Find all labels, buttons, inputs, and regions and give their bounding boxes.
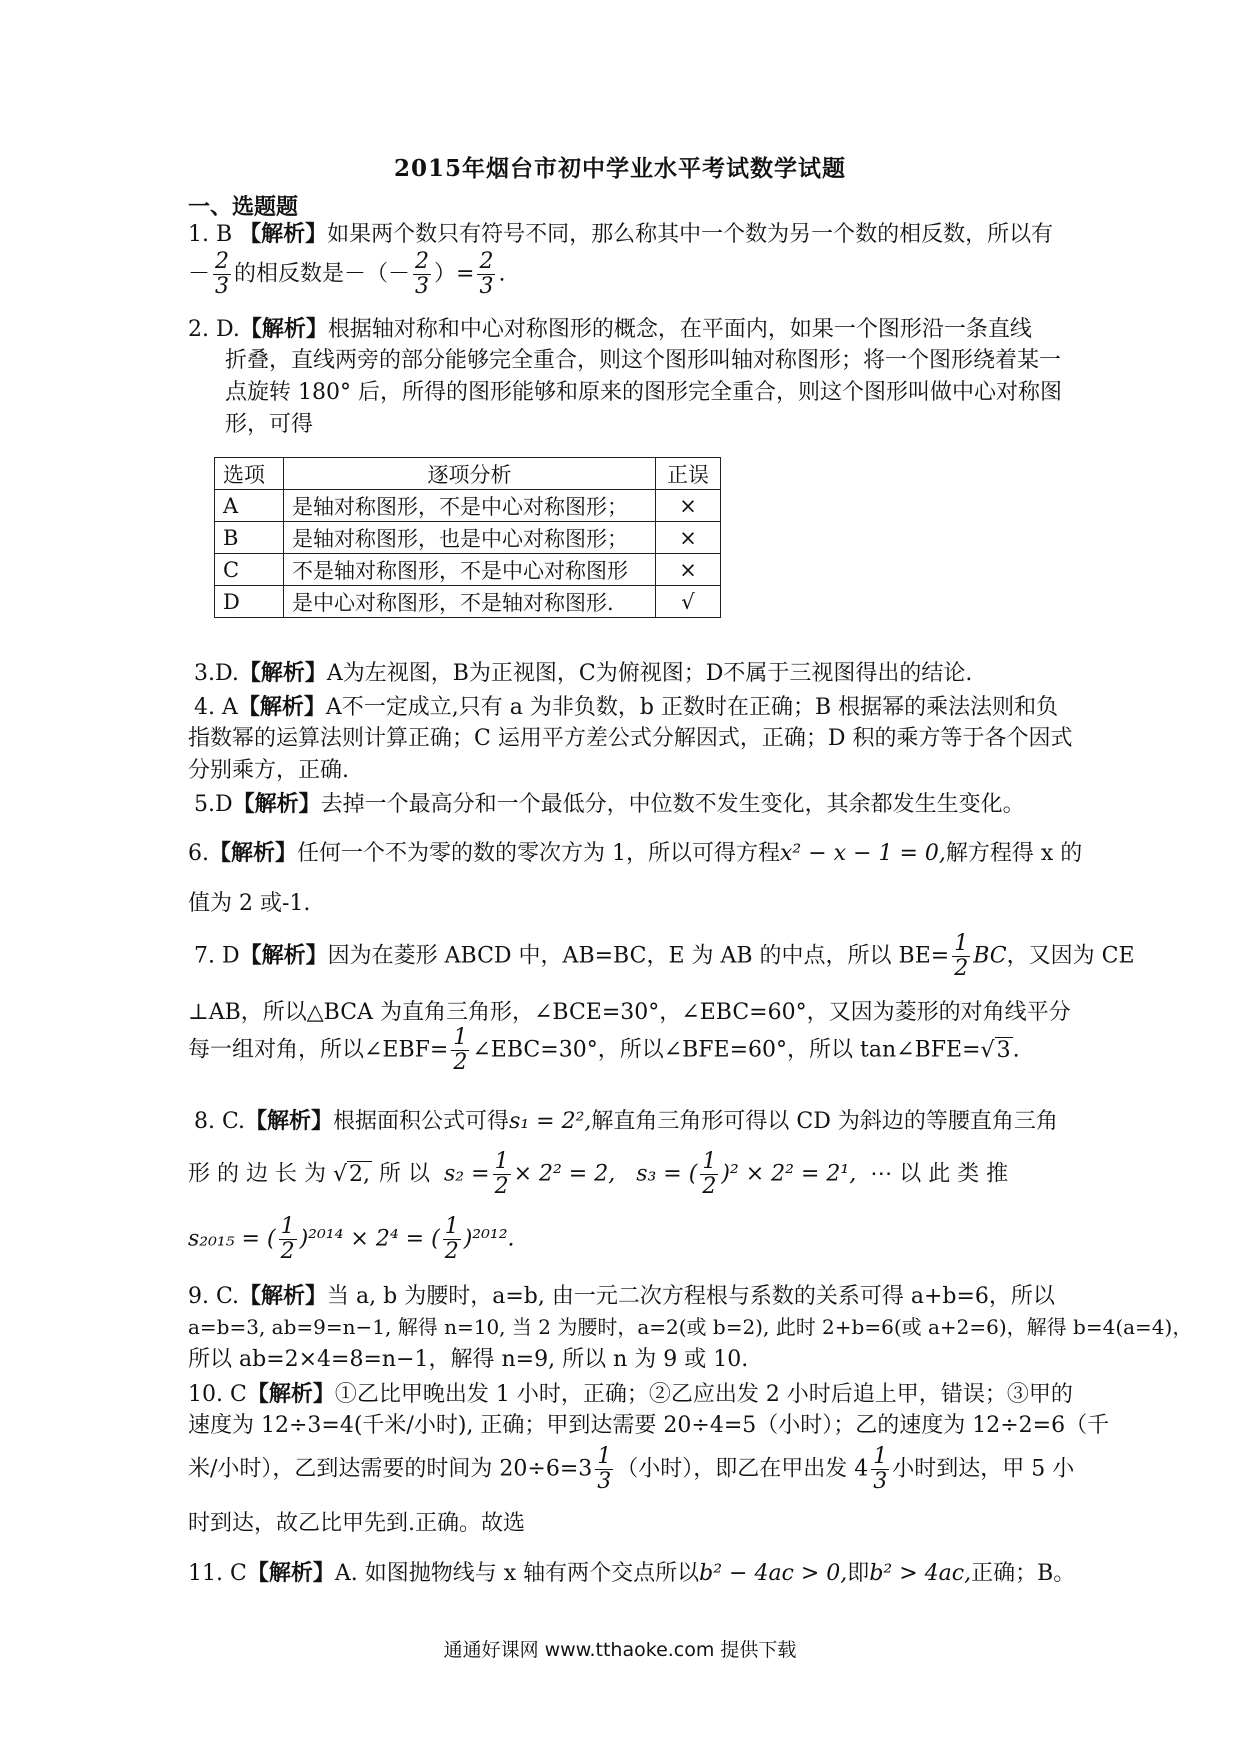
answer-1-text: 如果两个数只有符号不同，那么称其中一个数为另一个数的相反数，所以有 bbox=[327, 222, 1054, 247]
answer-4-line-1 bbox=[194, 696, 1058, 719]
fraction-one-third: $\frac{1}{3}$ bbox=[873, 1444, 888, 1495]
answer-2-line-3: 点旋转 180° 后，所得的图形能够和原来的图形完全重合，则这个图形叫做中心对称图 bbox=[225, 380, 1062, 405]
table-row bbox=[215, 554, 721, 586]
analysis-tag: 【解析】 bbox=[239, 316, 328, 342]
answer-6-number: 6. bbox=[188, 841, 209, 866]
answer-4-number: 4. A bbox=[194, 695, 238, 720]
table-cell: 不是轴对称图形，不是中心对称图形 bbox=[284, 554, 656, 586]
fraction-one-half: $\frac{1}{2}$ bbox=[280, 1214, 295, 1265]
answer-2-line-2: 折叠，直线两旁的部分能够完全重合，则这个图形叫轴对称图形；将一个图形绕着某一 bbox=[225, 348, 1062, 373]
table-header-row bbox=[215, 458, 721, 490]
table-row bbox=[215, 522, 721, 554]
answer-4-line-2: 指数幂的运算法则计算正确；C 运用平方差公式分解因式，正确；D 积的乘方等于各个因式 bbox=[188, 726, 1073, 751]
options-analysis-table bbox=[214, 457, 721, 618]
answer-8-line-3: s₂₀₁₅ = ( $\frac{1}{2}$ )²⁰¹⁴ × 2⁴ = ( $\frac{1}{2}$ )²⁰¹². bbox=[188, 1214, 515, 1265]
analysis-tag: 【解析】 bbox=[232, 791, 321, 817]
table-header: 正误 bbox=[656, 458, 721, 490]
table-cell: D bbox=[215, 586, 284, 618]
answer-10-line-3: 米/小时），乙到达需要的时间为 20÷6=3 $\frac{1}{3}$ （小时），即乙在甲出发 4 $\frac{1}{3}$ 小时到达，甲 5 小 bbox=[188, 1444, 1075, 1495]
analysis-tag: 【解析】 bbox=[239, 1283, 328, 1309]
minus-sign: － bbox=[188, 261, 211, 287]
equation: b² − 4ac > 0, bbox=[699, 1561, 848, 1586]
analysis-tag: 【解析】 bbox=[246, 1560, 335, 1586]
table-row bbox=[215, 586, 721, 618]
answer-1-equals: ）= bbox=[434, 261, 475, 287]
equation: s₁ = 2², bbox=[509, 1109, 592, 1134]
fraction-two-thirds: $\frac{2}{3}$ bbox=[479, 249, 494, 300]
answer-10-line-4: 时到达，故乙比甲先到.正确。故选 bbox=[188, 1511, 525, 1536]
answer-1-number: 1. B bbox=[188, 222, 233, 247]
answer-1-mid-text: 的相反数是－（－ bbox=[234, 261, 411, 287]
analysis-tag: 【解析】 bbox=[209, 840, 298, 866]
answer-11-number: 11. C bbox=[188, 1561, 247, 1586]
table-cell: B bbox=[215, 522, 284, 554]
equation: x² − x − 1 = 0, bbox=[780, 841, 946, 866]
analysis-tag: 【解析】 bbox=[238, 660, 327, 686]
answer-8-line-1: 8. C.【解析】根据面积公式可得s₁ = 2²,解直角三角形可得以 CD 为斜边的等腰直角三角 bbox=[194, 1108, 1058, 1134]
section-heading: 一、选题题 bbox=[188, 194, 299, 220]
answer-9-line-3: 所以 ab=2×4=8=n−1，解得 n=9, 所以 n 为 9 或 10. bbox=[188, 1347, 749, 1372]
square-root-2: √2, bbox=[332, 1161, 371, 1187]
answer-8-line-2: 形 的 边 长 为 √2, 所 以 s₂ = $\frac{1}{2}$ × 2² = 2, s₃ = ( $\frac{1}{2}$ )² × 2² = 2¹, ⋯ 以 此 类 推 bbox=[188, 1149, 1009, 1200]
square-root-3: √3 bbox=[980, 1037, 1011, 1063]
answer-2-number: 2. D. bbox=[188, 317, 240, 342]
table-cell: × bbox=[656, 522, 721, 554]
table-cell: × bbox=[656, 490, 721, 522]
fraction-one-half: $\frac{1}{2}$ bbox=[444, 1214, 459, 1265]
answer-3-line bbox=[194, 662, 972, 685]
fraction-one-half: $\frac{1}{2}$ bbox=[954, 931, 969, 982]
table-row bbox=[215, 490, 721, 522]
answer-4-text: A不一定成立,只有 a 为非负数，b 正数时在正确；B 根据幂的乘法法则和负 bbox=[325, 695, 1059, 720]
answer-9-line-2: a=b=3, ab=9=n−1, 解得 n=10, 当 2 为腰时，a=2(或 b=2), 此时 2+b=6(或 a+2=6)，解得 b=4(a=4)， bbox=[188, 1315, 1193, 1339]
answer-1-line-2: － $\frac{2}{3}$ 的相反数是－（－ $\frac{2}{3}$ ）= $\frac{2}{3}$ . bbox=[188, 249, 506, 300]
answer-1-line-1 bbox=[188, 223, 1053, 246]
fraction-one-half: $\frac{1}{2}$ bbox=[453, 1025, 468, 1076]
answer-6-line-2: 值为 2 或-1. bbox=[188, 891, 311, 916]
analysis-tag: 【解析】 bbox=[239, 221, 328, 247]
answer-5-text: 去掉一个最高分和一个最低分，中位数不发生变化，其余都发生生变化。 bbox=[320, 792, 1025, 817]
equation: b² > 4ac, bbox=[869, 1561, 972, 1586]
analysis-tag: 【解析】 bbox=[237, 694, 326, 720]
answer-5-number: 5.D bbox=[194, 792, 233, 817]
answer-7-number: 7. D bbox=[194, 943, 240, 969]
table-cell: A bbox=[215, 490, 284, 522]
answer-7-line-3: 每一组对角，所以∠EBF= $\frac{1}{2}$ ∠EBC=30°，所以∠BFE=60°，所以 tan∠BFE=√3. bbox=[188, 1025, 1020, 1076]
answer-3-text: A为左视图，B为正视图，C为俯视图；D不属于三视图得出的结论. bbox=[326, 661, 973, 686]
table-cell: √ bbox=[656, 586, 721, 618]
answer-7-line-2: ⊥AB，所以△BCA 为直角三角形，∠BCE=30°，∠EBC=60°，又因为菱形的对角线平分 bbox=[188, 1000, 1071, 1025]
answer-6-text: 任何一个不为零的数的零次方为 1，所以可得方程 bbox=[297, 841, 781, 866]
answer-10-line-2: 速度为 12÷3=4(千米/小时), 正确；甲到达需要 20÷4=5（小时）；乙的速度为 12÷2=6（千 bbox=[188, 1413, 1110, 1438]
page-title: 2015年烟台市初中学业水平考试数学试题 bbox=[393, 155, 846, 182]
answer-10-line-1: 10. C【解析】①乙比甲晚出发 1 小时，正确；②乙应出发 2 小时后追上甲，错误；③甲的 bbox=[188, 1381, 1073, 1407]
fraction-two-thirds: $\frac{2}{3}$ bbox=[215, 249, 230, 300]
answer-6-line-1: 6.【解析】任何一个不为零的数的零次方为 1，所以可得方程x² − x − 1 = 0,解方程得 x 的 bbox=[188, 840, 1083, 866]
answer-5-line bbox=[194, 793, 1025, 816]
answer-10-number: 10. C bbox=[188, 1382, 247, 1407]
answer-7-text: 因为在菱形 ABCD 中，AB=BC，E 为 AB 的中点，所以 BE= bbox=[327, 943, 950, 969]
fraction-one-half: $\frac{1}{2}$ bbox=[494, 1149, 509, 1200]
analysis-tag: 【解析】 bbox=[245, 1108, 334, 1134]
answer-9-line-1: 9. C.【解析】当 a, b 为腰时，a=b, 由一元二次方程根与系数的关系可得 a+b=6，所以 bbox=[188, 1283, 1055, 1309]
table-cell: 是中心对称图形，不是轴对称图形. bbox=[284, 586, 656, 618]
answer-9-number: 9. C. bbox=[188, 1284, 240, 1309]
answer-2-line-1 bbox=[188, 318, 1032, 341]
table-cell: C bbox=[215, 554, 284, 586]
fraction-two-thirds: $\frac{2}{3}$ bbox=[415, 249, 430, 300]
table-cell: 是轴对称图形，也是中心对称图形； bbox=[284, 522, 656, 554]
answer-2-line-4: 形，可得 bbox=[225, 412, 314, 437]
table-header: 逐项分析 bbox=[284, 458, 656, 490]
answer-7-line-1: 7. D【解析】因为在菱形 ABCD 中，AB=BC，E 为 AB 的中点，所以 BE= $\frac{1}{2}$ BC，又因为 CE bbox=[194, 931, 1135, 982]
analysis-tag: 【解析】 bbox=[239, 942, 328, 969]
fraction-one-half: $\frac{1}{2}$ bbox=[702, 1149, 717, 1200]
table-header: 选项 bbox=[215, 458, 284, 490]
analysis-tag: 【解析】 bbox=[246, 1381, 335, 1407]
answer-4-line-3: 分别乘方，正确. bbox=[188, 758, 349, 783]
page-footer: 通通好课网 www.tthaoke.com 提供下载 bbox=[443, 1639, 797, 1661]
answer-2-text: 根据轴对称和中心对称图形的概念，在平面内，如果一个图形沿一条直线 bbox=[327, 317, 1032, 342]
table-cell: × bbox=[656, 554, 721, 586]
fraction-one-third: $\frac{1}{3}$ bbox=[597, 1444, 612, 1495]
table-cell: 是轴对称图形，不是中心对称图形； bbox=[284, 490, 656, 522]
answer-8-number: 8. C. bbox=[194, 1109, 246, 1134]
answer-3-number: 3.D. bbox=[194, 661, 239, 686]
answer-11-line-1: 11. C【解析】A. 如图抛物线与 x 轴有两个交点所以b² − 4ac > 0,即b² > 4ac,正确；B。 bbox=[188, 1560, 1076, 1586]
